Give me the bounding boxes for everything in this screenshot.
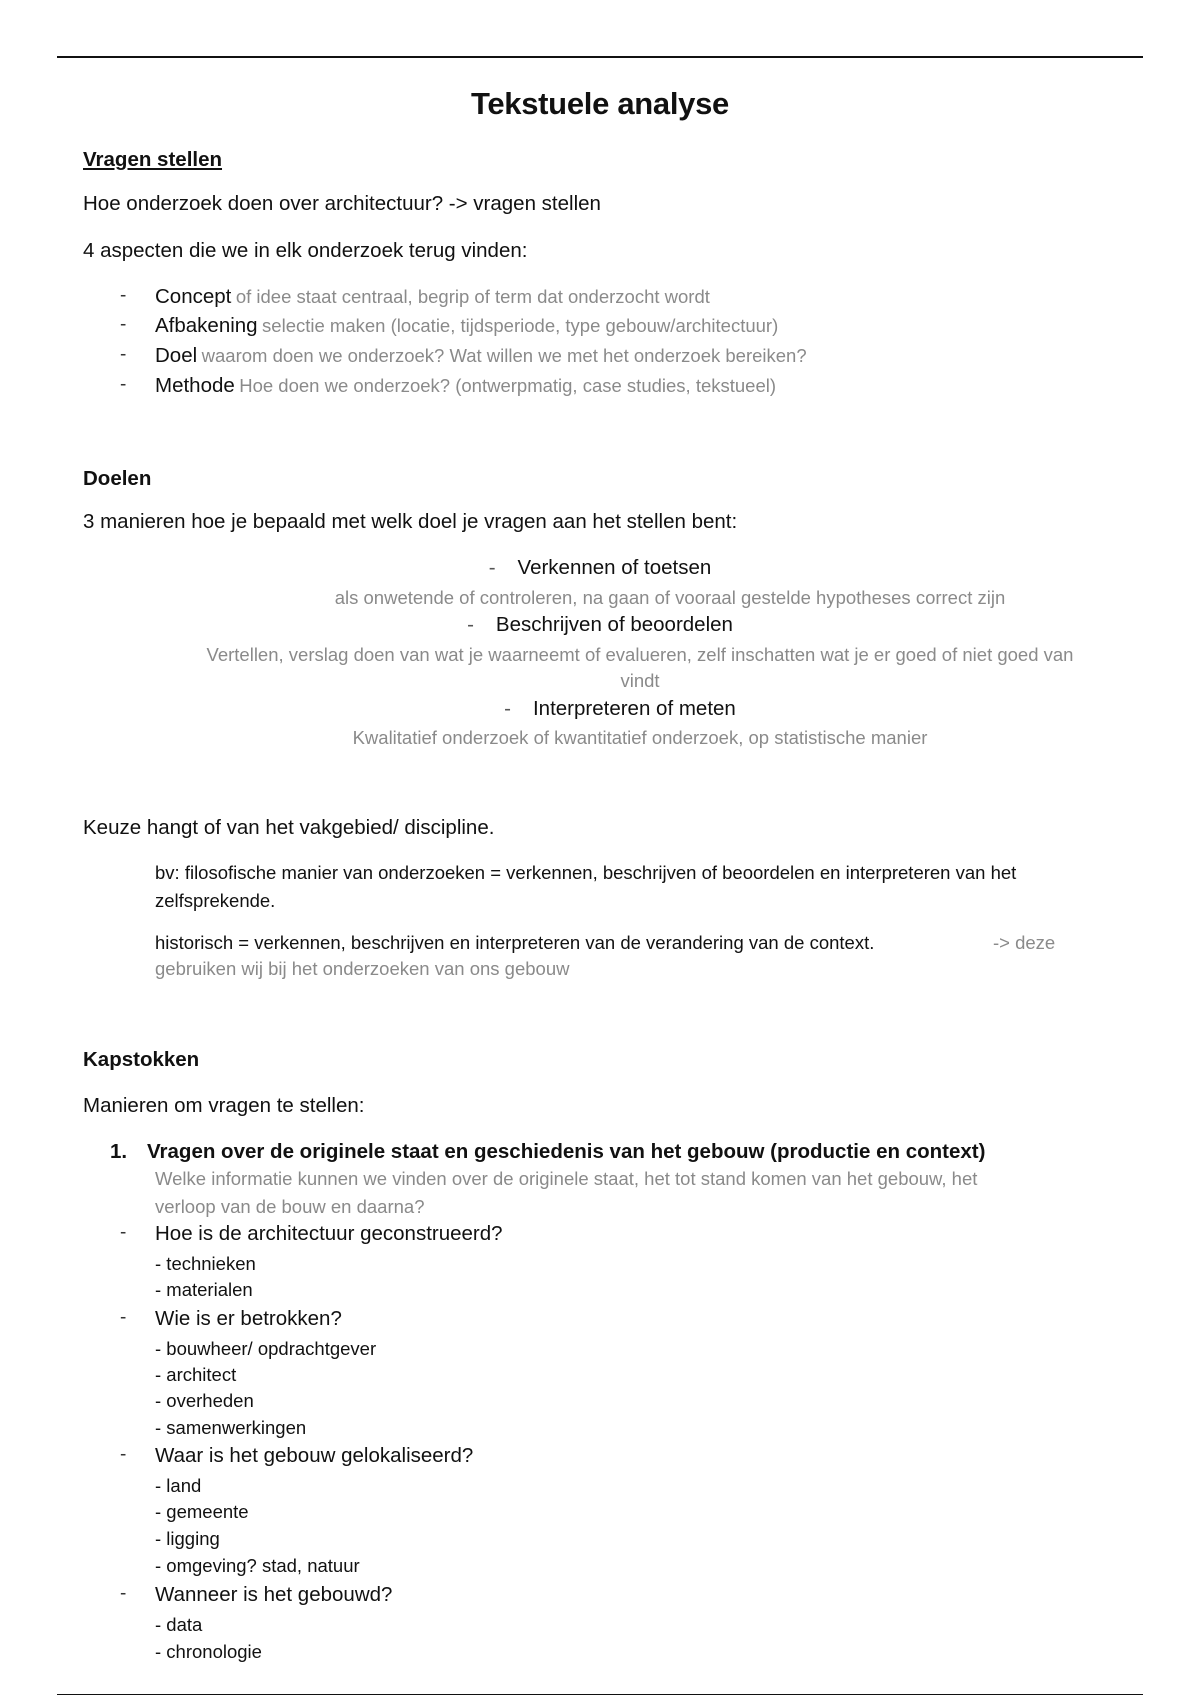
bullet-dash: - (504, 697, 511, 720)
bullet-dash: - (120, 314, 127, 335)
sub-item: - bouwheer/ opdrachtgever (155, 1338, 377, 1359)
goal-desc: Vertellen, verslag doen van wat je waarneemt of evalueren, zelf inschatten wat je er goed of niet goed van (206, 644, 1074, 665)
top-rule (57, 56, 1143, 58)
bullet-dash: - (120, 1222, 127, 1243)
question-text: Wie is er betrokken? (155, 1307, 342, 1330)
bullet-dash: - (467, 613, 474, 636)
sub-item: - data (155, 1614, 203, 1635)
numbered-item-desc: Welke informatie kunnen we vinden over de originele staat, het tot stand komen van het gebouw, het (155, 1168, 978, 1189)
bullet-dash: - (120, 285, 127, 306)
arrow-note: -> deze (993, 932, 1056, 953)
paragraph: Manieren om vragen te stellen: (83, 1094, 365, 1117)
paragraph: 4 aspecten die we in elk onderzoek terug vinden: (83, 239, 528, 262)
aspect-term: Afbakening (155, 314, 258, 337)
paragraph: Hoe onderzoek doen over architectuur? -> vragen stellen (83, 192, 601, 215)
aspect-term: Concept (155, 285, 232, 308)
example-line-grey: gebruiken wij bij het onderzoeken van ons gebouw (155, 958, 570, 979)
sub-item: - architect (155, 1364, 237, 1385)
goal-desc: Kwalitatief onderzoek of kwantitatief onderzoek, op statistische manier (352, 727, 928, 748)
bullet-dash: - (120, 374, 127, 395)
goal-desc-continued: vindt (620, 670, 660, 691)
goal-desc: als onwetende of controleren, na gaan of vooraal gestelde hypotheses correct zijn (334, 587, 1006, 608)
goal-term: - Verkennen of toetsen (488, 556, 712, 579)
bullet-dash: - (120, 1307, 127, 1328)
sub-item: - land (155, 1475, 202, 1496)
bullet-dash: - (120, 1444, 127, 1465)
goal-term: - Interpreteren of meten (504, 697, 736, 720)
aspect-desc: waarom doen we onderzoek? Wat willen we met het onderzoek bereiken? (201, 345, 807, 366)
numbered-item-number: 1. (110, 1140, 128, 1163)
bullet-dash: - (120, 344, 127, 365)
numbered-item-title: Vragen over de originele staat en geschiedenis van het gebouw (productie en context) (147, 1140, 986, 1163)
sub-item: - overheden (155, 1390, 254, 1411)
aspect-term: Doel (155, 344, 198, 367)
aspect-term: Methode (155, 374, 235, 397)
question-text: Wanneer is het gebouwd? (155, 1583, 393, 1606)
goal-term: - Beschrijven of beoordelen (467, 613, 733, 636)
paragraph: 3 manieren hoe je bepaald met welk doel je vragen aan het stellen bent: (83, 510, 738, 533)
sub-item: - materialen (155, 1279, 253, 1300)
example-line: zelfsprekende. (155, 890, 276, 911)
sub-item: - gemeente (155, 1501, 249, 1522)
example-line: bv: filosofische manier van onderzoeken = verkennen, beschrijven of beoordelen en interpreteren van het (155, 862, 1017, 883)
question-text: Hoe is de architectuur geconstrueerd? (155, 1222, 503, 1245)
sub-item: - ligging (155, 1528, 220, 1549)
bullet-dash: - (488, 556, 496, 579)
question-text: Waar is het gebouw gelokaliseerd? (155, 1444, 474, 1467)
sub-item: - technieken (155, 1253, 256, 1274)
section-heading-vragen-stellen: Vragen stellen (83, 148, 223, 171)
sub-item: - samenwerkingen (155, 1417, 307, 1438)
aspect-desc: Hoe doen we onderzoek? (ontwerpmatig, case studies, tekstueel) (239, 375, 777, 396)
aspect-desc: selectie maken (locatie, tijdsperiode, type gebouw/architectuur) (262, 315, 779, 336)
sub-item: - omgeving? stad, natuur (155, 1555, 360, 1576)
example-line: historisch = verkennen, beschrijven en interpreteren van de verandering van de context. (155, 932, 875, 953)
bottom-rule (57, 1694, 1143, 1695)
numbered-item-desc: verloop van de bouw en daarna? (155, 1196, 425, 1217)
bullet-dash: - (120, 1583, 127, 1604)
sub-item: - chronologie (155, 1641, 262, 1662)
paragraph: Keuze hangt of van het vakgebied/ discipline. (83, 816, 495, 839)
page-title: Tekstuele analyse (471, 86, 729, 121)
section-heading-doelen: Doelen (83, 467, 152, 490)
aspect-desc: of idee staat centraal, begrip of term dat onderzocht wordt (235, 286, 710, 307)
section-heading-kapstokken: Kapstokken (83, 1048, 200, 1071)
